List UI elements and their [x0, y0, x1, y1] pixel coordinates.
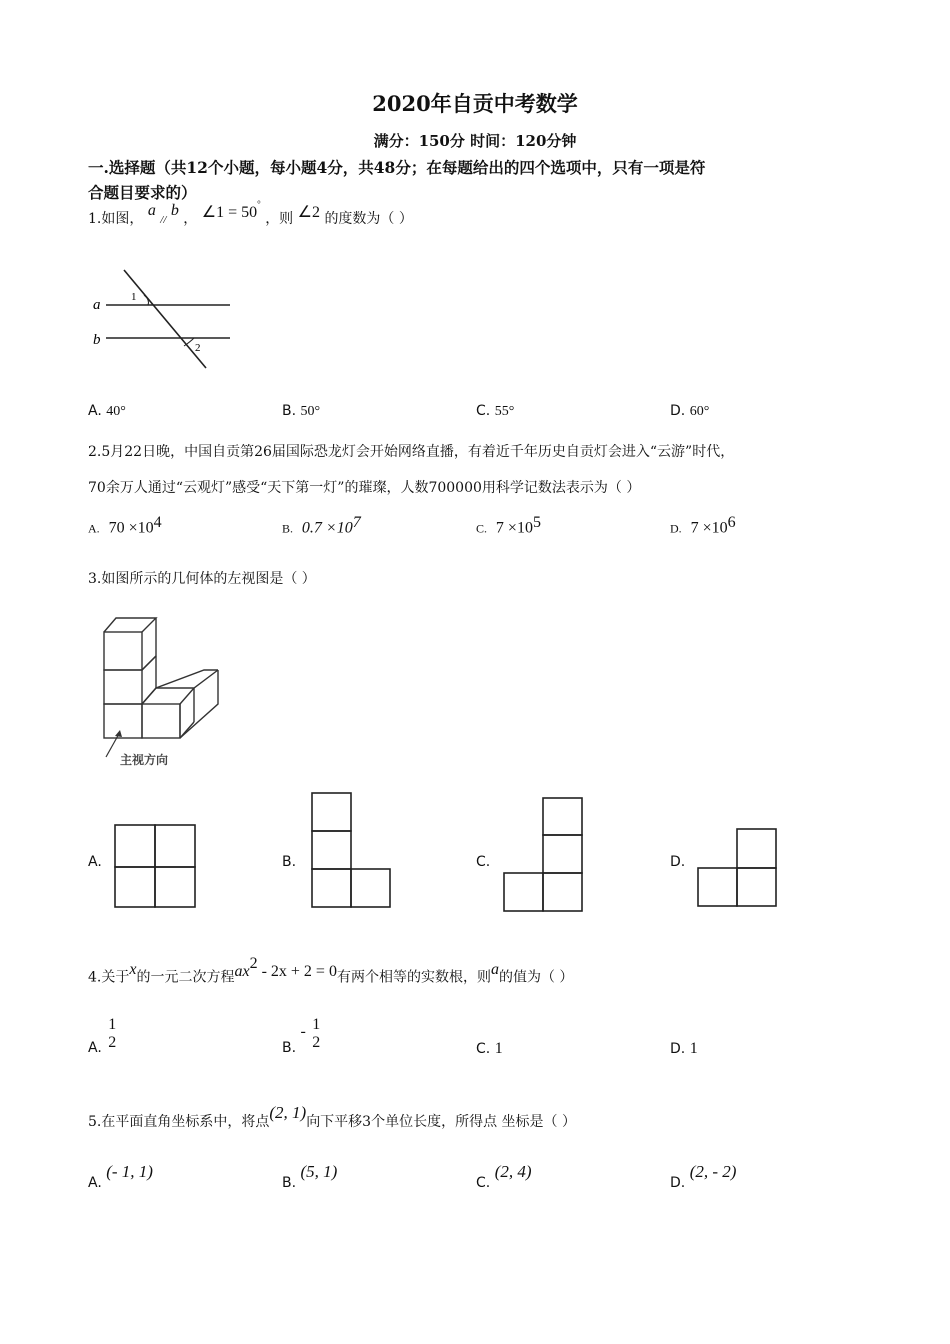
q3-option-a-figure[interactable] [112, 822, 198, 910]
question-2-line1: 2.5月22日晚，中国自贡第26届国际恐龙灯会开始网络直播，有着近千年历史自贡灯会进入“云游”时代， [88, 444, 735, 460]
angle2-arc [184, 338, 194, 346]
q2-option-c[interactable]: C. $7 \times 10^5$ [476, 514, 541, 537]
q1-option-c[interactable]: C. 55° [476, 403, 515, 419]
q4-option-a[interactable]: A. 1 2 [88, 1016, 117, 1056]
q1-prefix: 1.如图， [88, 211, 144, 227]
q4-option-b[interactable]: B. - 1 2 [282, 1016, 321, 1056]
q1-angle1: ∠1 = 50 [201, 204, 258, 221]
question-1 [88, 199, 413, 228]
q5-option-d[interactable]: D. (2, - 2) [670, 1162, 737, 1191]
q5-option-a[interactable]: A. (- 1, 1) [88, 1162, 153, 1191]
question-3: 3.如图所示的几何体的左视图是（ ） [88, 571, 316, 587]
section-heading-line2: 合题目要求的） [88, 183, 197, 202]
q1-comma: ， [183, 211, 198, 227]
view-direction-label: 主视方向 [120, 753, 169, 767]
q4-eq-rest: - 2x + 2 = 0 [257, 962, 337, 980]
q5-option-b[interactable]: B. (5, 1) [282, 1162, 338, 1191]
q2-option-b[interactable]: B. $0.7 \times 10^7$ [282, 514, 361, 537]
question-4: 4.关于x的一元二次方程$ax^2 - 2x + 2 = 0$有两个相等的实数根，则a的值为（ ） [88, 955, 574, 986]
transversal [124, 270, 206, 368]
q3-option-c-label[interactable]: C. [476, 854, 491, 870]
q1-option-d[interactable]: D. 60° [670, 403, 710, 419]
q1-parallel-lines-figure [88, 262, 248, 378]
fig-label-a: a [93, 297, 101, 313]
q3-option-a-label[interactable]: A. [88, 854, 102, 870]
q2-option-a[interactable]: A. $70 \times 10^4$ [88, 514, 162, 537]
q1-var-a: a [147, 202, 156, 219]
fig-label-1: 1 [131, 291, 137, 303]
q1-parallel: // [160, 214, 167, 226]
q3-option-b-figure[interactable] [309, 790, 395, 912]
fig-label-b: b [93, 332, 101, 348]
q3-solid-figure [94, 612, 234, 774]
q1-then: ，则 [265, 211, 294, 227]
question-5: 5.在平面直角坐标系中，将点(2, 1)向下平移3个单位长度，所得点 坐标是（ ） [88, 1103, 576, 1130]
q5-point: (2, 1) [269, 1103, 307, 1122]
fig-label-2: 2 [195, 342, 201, 354]
section-heading-line1: 一.选择题（共12个小题，每小题4分，共48分；在每题给出的四个选项中，只有一项是符 [88, 158, 706, 177]
q1-var-b: b [170, 202, 179, 219]
q3-option-c-figure[interactable] [501, 795, 587, 915]
question-2-line2: 70余万人通过“云观灯”感受“天下第一灯”的璀璨，人数700000用科学记数法表示为（ ） [88, 480, 641, 496]
q1-option-b[interactable]: B. 50° [282, 403, 321, 419]
q4-option-d[interactable]: D. 1 [670, 1040, 698, 1057]
fraction-half: 1 2 [108, 1016, 117, 1051]
q2-option-d[interactable]: D. $7 \times 10^6$ [670, 514, 736, 537]
q4-eq-ax: ax [234, 962, 250, 980]
q3-option-b-label[interactable]: B. [282, 854, 297, 870]
q4-var-x: x [129, 960, 137, 978]
q3-option-d-label[interactable]: D. [670, 854, 686, 870]
q4-option-c[interactable]: C. 1 [476, 1040, 503, 1057]
q1-degree-sign: ° [257, 199, 261, 210]
q1-angle2: ∠2 [297, 204, 320, 221]
q5-option-c[interactable]: C. (2, 4) [476, 1162, 532, 1191]
q1-option-a[interactable]: A. 40° [88, 403, 126, 419]
q3-option-d-figure[interactable] [695, 826, 781, 910]
q1-suffix: 的度数为（ ） [324, 211, 413, 227]
angle1-arc [144, 295, 149, 305]
page-subtitle: 满分：150分 时间：120分钟 [373, 132, 577, 150]
page-title: 2020年自贡中考数学 [372, 91, 578, 116]
q4-var-a: a [490, 960, 499, 978]
fraction-half: 1 2 [312, 1016, 321, 1051]
